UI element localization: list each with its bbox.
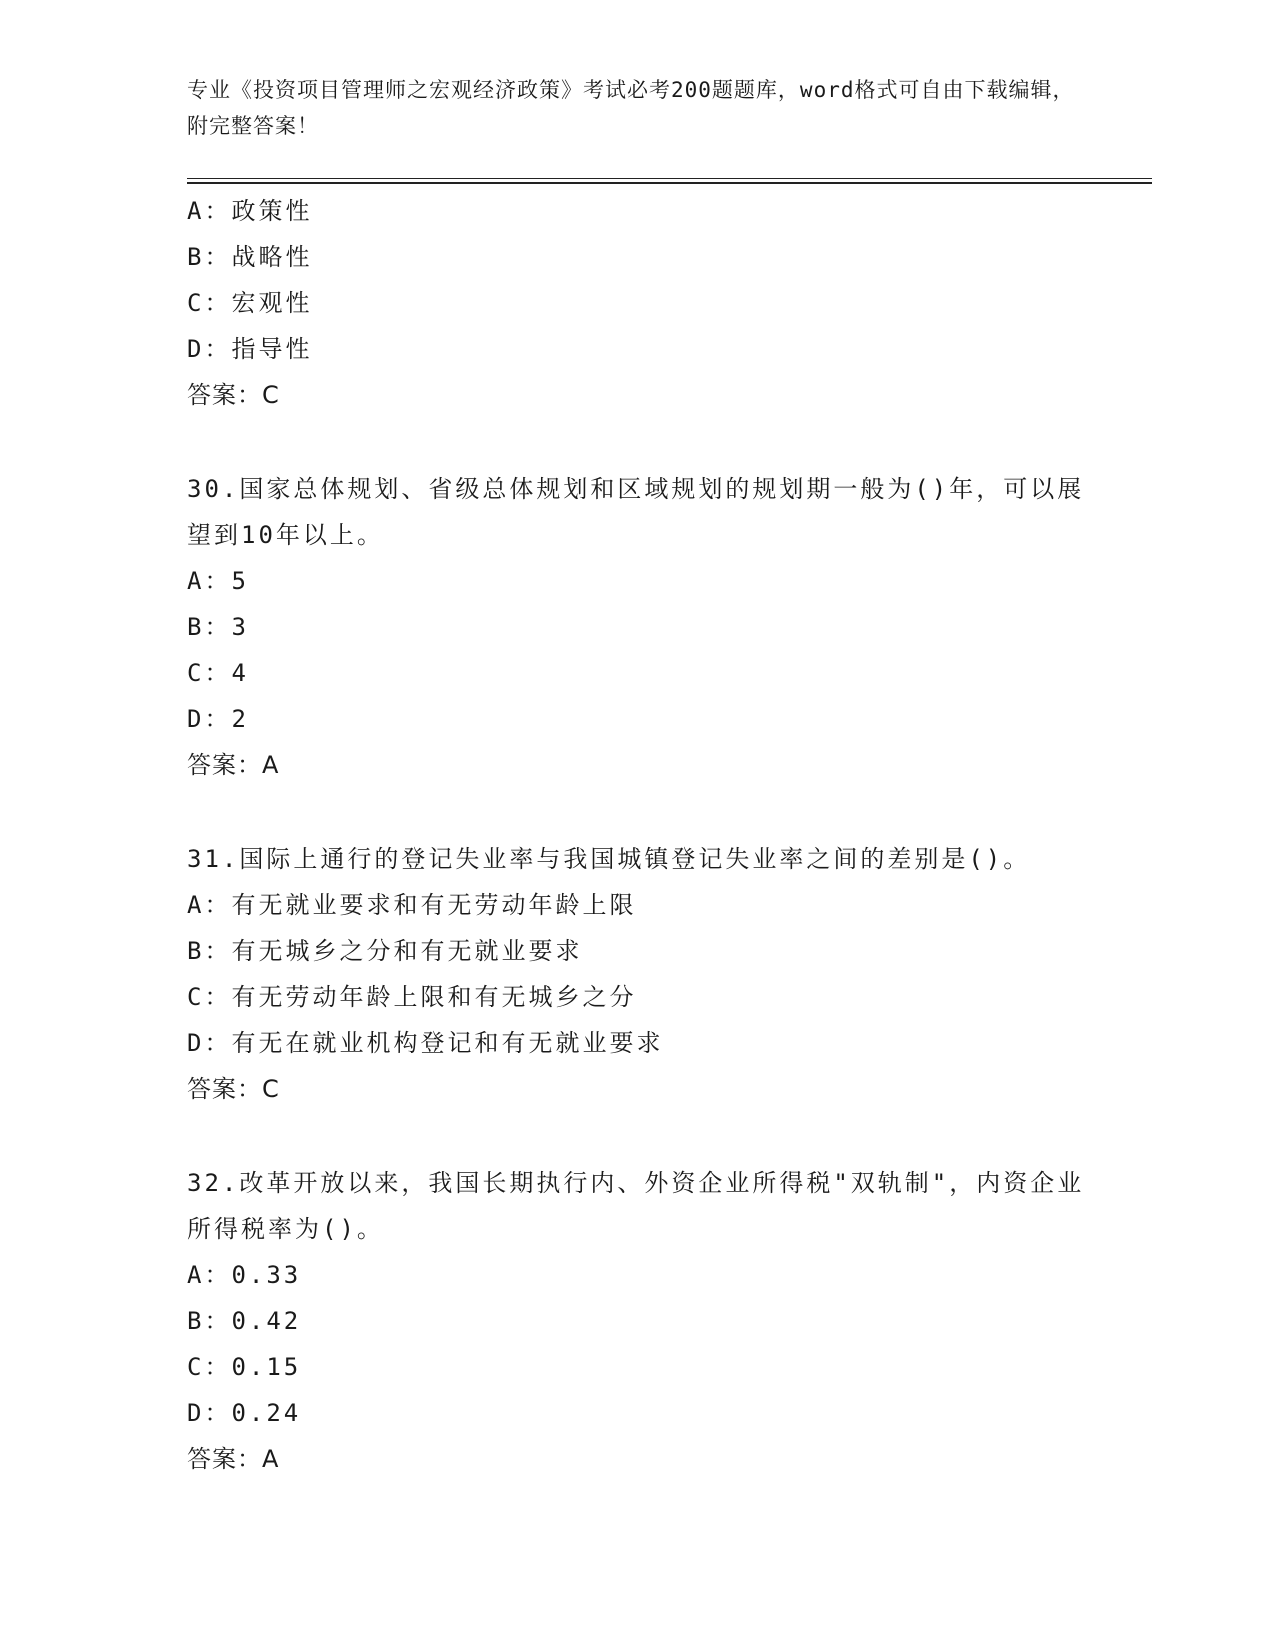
question-content xyxy=(187,188,1087,1482)
question-block-31 xyxy=(187,836,1087,1112)
question-text: 30.国家总体规划、省级总体规划和区域规划的规划期一般为()年，可以展望到10年以上。 xyxy=(187,475,1085,549)
answer-line: 答案：C xyxy=(187,1075,280,1103)
option-line: B：3 xyxy=(187,613,249,641)
header-divider-thin xyxy=(187,178,1152,179)
question-block-30 xyxy=(187,466,1087,788)
question-block-continued xyxy=(187,188,1087,418)
question-text: 31.国际上通行的登记失业率与我国城镇登记失业率之间的差别是()。 xyxy=(187,845,1031,873)
question-block-32 xyxy=(187,1160,1087,1482)
option-line: A：政策性 xyxy=(187,197,313,225)
option-line: D：指导性 xyxy=(187,335,313,363)
option-line: C：0.15 xyxy=(187,1353,302,1381)
answer-line: 答案：C xyxy=(187,381,280,409)
option-line: B：战略性 xyxy=(187,243,313,271)
option-line: A：5 xyxy=(187,567,249,595)
option-line: C：宏观性 xyxy=(187,289,313,317)
option-line: C：有无劳动年龄上限和有无城乡之分 xyxy=(187,983,637,1011)
option-line: C：4 xyxy=(187,659,249,687)
header-divider-thick xyxy=(187,182,1152,184)
option-line: B：0.42 xyxy=(187,1307,302,1335)
answer-line: 答案：A xyxy=(187,751,280,779)
option-line: A：有无就业要求和有无劳动年龄上限 xyxy=(187,891,637,919)
option-line: D：2 xyxy=(187,705,249,733)
answer-line: 答案：A xyxy=(187,1445,280,1473)
option-line: B：有无城乡之分和有无就业要求 xyxy=(187,937,583,965)
option-line: D：0.24 xyxy=(187,1399,302,1427)
option-line: D：有无在就业机构登记和有无就业要求 xyxy=(187,1029,664,1057)
question-text: 32.改革开放以来，我国长期执行内、外资企业所得税"双轨制"，内资企业所得税率为()。 xyxy=(187,1169,1085,1243)
document-header: 专业《投资项目管理师之宏观经济政策》考试必考200题题库，word格式可自由下载编辑，附完整答案！ xyxy=(187,78,1075,138)
option-line: A：0.33 xyxy=(187,1261,302,1289)
